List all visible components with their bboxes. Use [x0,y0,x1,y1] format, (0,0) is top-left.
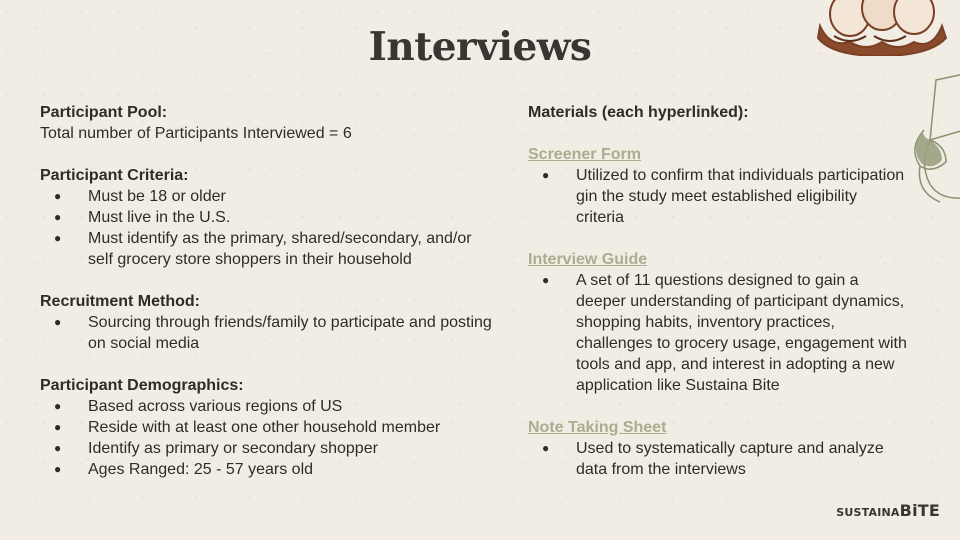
recruitment-method-section [40,291,500,354]
section-heading: Recruitment Method: [40,293,200,310]
list-item-text: Must be 18 or older [88,188,226,205]
screener-form-material [528,144,908,228]
sustainabite-logo [836,501,940,520]
demographics-list [40,396,500,480]
list-item [40,396,500,417]
list-item [40,438,500,459]
bullet-icon: ● [542,441,550,455]
logo-text-part: i [912,501,918,520]
section-heading: Participant Demographics: [40,377,244,394]
grocery-bag-illustration [906,70,960,220]
list-item-text: Must live in the U.S. [88,209,231,226]
list-item [40,207,500,228]
bullet-icon: ● [54,441,62,455]
section-heading: Participant Criteria: [40,167,189,184]
interview-guide-material [528,249,908,396]
list-item-text: Based across various regions of US [88,398,343,415]
bullet-icon: ● [54,399,62,413]
criteria-list [40,186,500,270]
interview-guide-link[interactable]: Interview Guide [528,251,648,268]
bullet-icon: ● [542,273,550,287]
list-item-text: Utilized to confirm that individuals participation gin the study meet established eligibility criteria [576,167,905,226]
list-item-text: Reside with at least one other household member [88,419,441,436]
list-item [40,459,500,480]
list-item-text: A set of 11 questions designed to gain a deeper understanding of participant dynamics, shopping habits, inventory practices, challenges to grocery usage, engagement with tools and app, and interest in adopting a new application like Sustaina Bite [576,272,907,394]
list-item-text: Identify as primary or secondary shopper [88,440,378,457]
note-taking-sheet-link[interactable]: Note Taking Sheet [528,419,667,436]
material-description-list [528,270,908,396]
right-column [528,102,908,501]
participant-criteria-section [40,165,500,270]
list-item [40,312,500,354]
list-item-text: Must identify as the primary, shared/secondary, and/or self grocery store shoppers in their household [88,230,472,268]
list-item-text: Ages Ranged: 25 - 57 years old [88,461,314,478]
page-title: Interviews [368,24,592,70]
material-description-list [528,438,908,480]
list-item [40,417,500,438]
screener-form-link[interactable]: Screener Form [528,146,641,163]
materials-section [528,102,908,123]
logo-text-part: TE [917,501,940,520]
participant-count-text: Total number of Participants Interviewed = 6 [40,125,352,142]
material-description-list [528,165,908,228]
list-item [40,186,500,207]
left-column [40,102,500,501]
section-heading: Participant Pool: [40,104,168,121]
participant-pool-section [40,102,500,144]
list-item [528,438,908,480]
list-item [528,165,908,228]
list-item-text: Used to systematically capture and analyze data from the interviews [576,440,884,478]
bullet-icon: ● [542,168,550,182]
list-item [528,270,908,396]
participant-demographics-section [40,375,500,480]
bullet-icon: ● [54,462,62,476]
bullet-icon: ● [54,420,62,434]
logo-text-part: SUSTAINA [836,506,900,519]
section-heading: Materials (each hyperlinked): [528,104,749,121]
recruitment-list [40,312,500,354]
list-item [40,228,500,270]
logo-text-part: B [899,501,913,520]
bullet-icon: ● [54,315,62,329]
list-item-text: Sourcing through friends/family to participate and posting on social media [88,314,492,352]
bullet-icon: ● [54,210,62,224]
bullet-icon: ● [54,231,62,245]
bullet-icon: ● [54,189,62,203]
note-taking-sheet-material [528,417,908,480]
